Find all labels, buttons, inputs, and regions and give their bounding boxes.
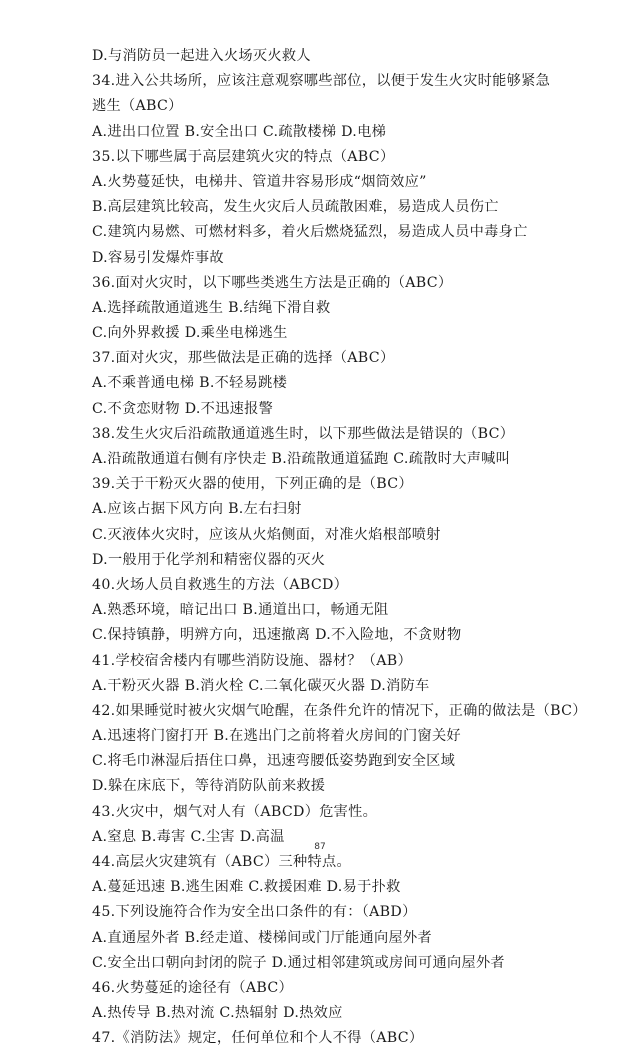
- options-line: A.应该占据下风方向 B.左右扫射: [92, 501, 302, 518]
- options-line: C.保持镇静，明辨方向，迅速撤离 D.不入险地，不贪财物: [92, 627, 462, 644]
- page-number: 87: [314, 842, 326, 852]
- option-d: D.一般用于化学剂和精密仪器的灭火: [92, 551, 326, 568]
- options-line: A.选择疏散通道逃生 B.结绳下滑自救: [92, 299, 331, 316]
- options-line: C.不贪恋财物 D.不迅速报警: [92, 400, 274, 417]
- question-40: 40.火场人员自救逃生的方法（ABCD）: [92, 576, 349, 593]
- text-line: D.与消防员一起进入火场灭火救人: [92, 48, 311, 64]
- option-c: C.建筑内易燃、可燃材料多，着火后燃烧猛烈，易造成人员中毒身亡: [92, 224, 528, 241]
- options-line: C.向外界救援 D.乘坐电梯逃生: [92, 325, 288, 342]
- question-37: 37.面对火灾，那些做法是正确的选择（ABC）: [92, 350, 395, 367]
- text-line: 逃生（ABC）: [92, 98, 183, 115]
- options-line: A.进出口位置 B.安全出口 C.疏散楼梯 D.电梯: [92, 123, 387, 140]
- option-c: C.灭液体火灾时，应该从火焰侧面，对准火焰根部喷射: [92, 526, 441, 543]
- question-43: 43.火灾中，烟气对人有（ABCD）危害性。: [92, 803, 378, 820]
- option-d: D.躲在床底下，等待消防队前来救援: [92, 778, 326, 795]
- question-36: 36.面对火灾时，以下哪些类逃生方法是正确的（ABC）: [92, 274, 453, 291]
- question-34: 34.进入公共场所，应该注意观察哪些部位，以便于发生火灾时能够紧急: [92, 73, 551, 90]
- options-line: A.迅速将门窗打开 B.在逃出门之前将着火房间的门窗关好: [92, 728, 461, 745]
- question-46: 46.火势蔓延的途径有（ABC）: [92, 979, 294, 996]
- options-line: C.安全出口朝向封闭的院子 D.通过相邻建筑或房间可通向屋外者: [92, 954, 505, 971]
- options-line: A.窒息 B.毒害 C.尘害 D.高温: [92, 828, 285, 845]
- question-35: 35.以下哪些属于高层建筑火灾的特点（ABC）: [92, 148, 395, 165]
- option-d: D.容易引发爆炸事故: [92, 249, 224, 266]
- options-line: A.干粉灭火器 B.消火栓 C.二氧化碳灭火器 D.消防车: [92, 677, 430, 694]
- question-41: 41.学校宿舍楼内有哪些消防设施、器材？（AB）: [92, 652, 412, 669]
- question-38: 38.发生火灾后沿疏散通道逃生时，以下那些做法是错误的（BC）: [92, 425, 515, 442]
- options-line: A.蔓延迅速 B.逃生困难 C.救援困难 D.易于扑救: [92, 879, 401, 896]
- options-line: A.热传导 B.热对流 C.热辐射 D.热效应: [92, 1005, 343, 1022]
- question-39: 39.关于干粉灭火器的使用，下列正确的是（BC）: [92, 476, 413, 493]
- question-47: 47.《消防法》规定，任何单位和个人不得（ABC）: [92, 1030, 424, 1047]
- question-44: 44.高层火灾建筑有（ABC）三种特点。: [92, 854, 351, 870]
- page-body: [92, 44, 592, 1052]
- options-line: A.不乘普通电梯 B.不轻易跳楼: [92, 375, 288, 392]
- option-a: A.火势蔓延快，电梯井、管道井容易形成“烟筒效应”: [92, 173, 427, 190]
- options-line: A.熟悉环境，暗记出口 B.通道出口，畅通无阻: [92, 602, 389, 619]
- options-line: A.直通屋外者 B.经走道、楼梯间或门厅能通向屋外者: [92, 929, 432, 946]
- options-line: A.沿疏散通道右侧有序快走 B.沿疏散通道猛跑 C.疏散时大声喊叫: [92, 451, 511, 467]
- option-c: C.将毛巾淋湿后捂住口鼻，迅速弯腰低姿势跑到安全区域: [92, 753, 456, 770]
- question-45: 45.下列设施符合作为安全出口条件的有：（ABD）: [92, 904, 417, 921]
- question-42: 42.如果睡觉时被火灾烟气呛醒，在条件允许的情况下，正确的做法是（BC）: [92, 702, 587, 719]
- option-b: B.高层建筑比较高，发生火灾后人员疏散困难，易造成人员伤亡: [92, 199, 499, 216]
